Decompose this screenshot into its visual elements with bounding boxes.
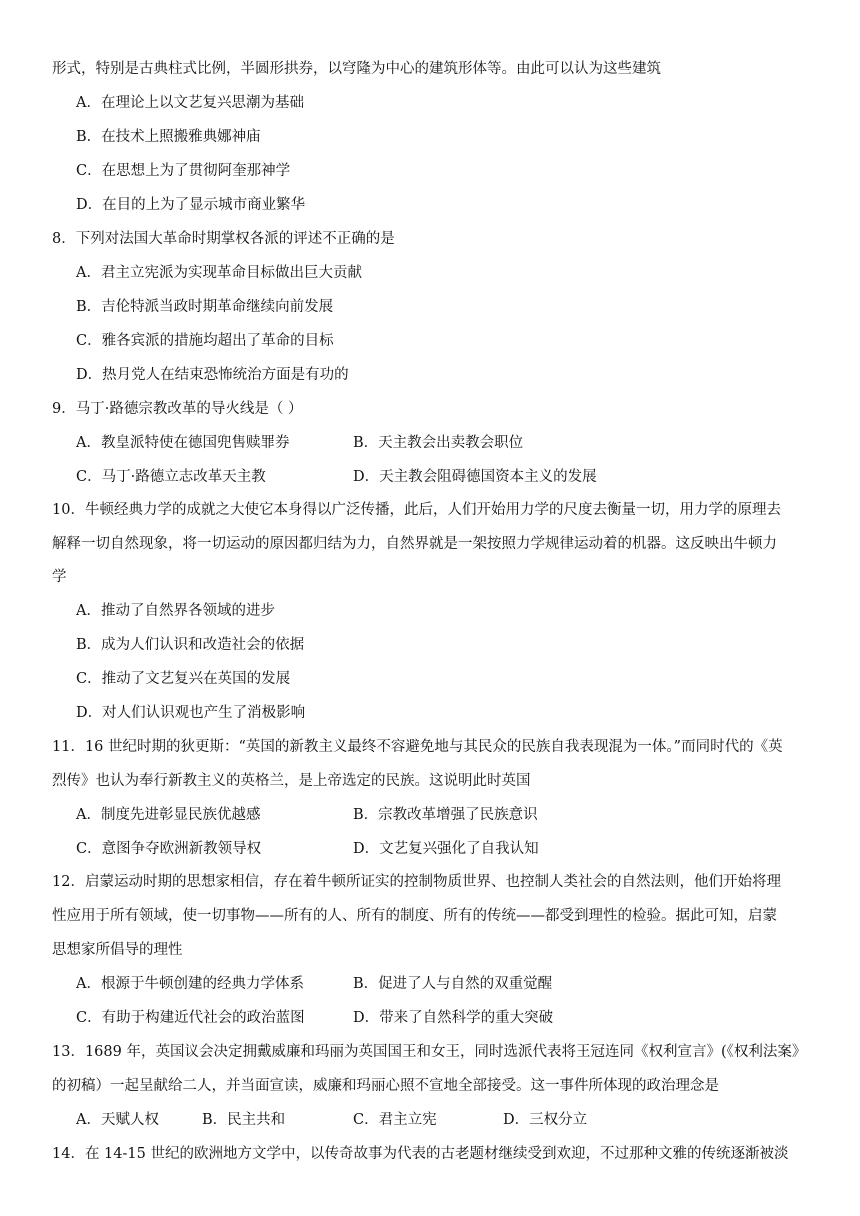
q7-option-c: C．在思想上为了贯彻阿奎那神学 bbox=[76, 163, 291, 179]
q10-stem-line2: 解释一切自然现象，将一切运动的原因都归结为力，自然界就是一架按照力学规律运动着的机器。这反映出牛顿力 bbox=[52, 536, 777, 552]
q11-option-b: B．宗教改革增强了民族意识 bbox=[353, 807, 538, 823]
q8-option-d: D．热月党人在结束恐怖统治方面是有功的 bbox=[76, 367, 349, 383]
q13-stem-line1: 13．1689 年，英国议会决定拥戴威廉和玛丽为英国国王和女王，同时选派代表将王冠连同《权利宣言》(《权利法案》 bbox=[52, 1044, 807, 1060]
q11-stem-line1: 11．16 世纪时期的狄更斯：“英国的新教主义最终不容避免地与其民众的民族自我表现混为一体。”而同时代的《英 bbox=[52, 739, 783, 755]
q13-stem-line2: 的初稿）一起呈献给二人，并当面宣读，威廉和玛丽心照不宣地全部接受。这一事件所体现的政治理念是 bbox=[52, 1078, 719, 1094]
q8-option-b: B．吉伦特派当政时期革命继续向前发展 bbox=[76, 299, 334, 315]
q12-stem-line2: 性应用于所有领域，使一切事物——所有的人、所有的制度、所有的传统——都受到理性的检验。据此可知，启蒙 bbox=[52, 908, 777, 924]
q12-option-a: A．根源于牛顿创建的经典力学体系 bbox=[76, 976, 304, 992]
q10-stem-line1: 10．牛顿经典力学的成就之大使它本身得以广泛传播，此后，人们开始用力学的尺度去衡量一切，用力学的原理去 bbox=[52, 502, 781, 518]
q9-option-a: A．教皇派特使在德国兜售赎罪券 bbox=[76, 435, 290, 451]
q12-option-b: B．促进了人与自然的双重觉醒 bbox=[353, 976, 553, 992]
q13-option-d: D．三权分立 bbox=[503, 1112, 588, 1128]
q12-stem-line3: 思想家所倡导的理性 bbox=[52, 942, 183, 958]
q10-option-d: D．对人们认识观也产生了消极影响 bbox=[76, 705, 306, 721]
q8-stem: 8．下列对法国大革命时期掌权各派的评述不正确的是 bbox=[52, 231, 395, 247]
q9-stem: 9．马丁·路德宗教改革的导火线是（ ） bbox=[52, 401, 303, 417]
q7-stem-tail: 形式，特别是古典柱式比例，半圆形拱券，以穹隆为中心的建筑形体等。由此可以认为这些建筑 bbox=[52, 61, 661, 77]
q10-option-b: B．成为人们认识和改造社会的依据 bbox=[76, 637, 305, 653]
q12-option-c: C．有助于构建近代社会的政治蓝图 bbox=[76, 1010, 305, 1026]
q10-option-c: C．推动了文艺复兴在英国的发展 bbox=[76, 671, 291, 687]
q12-stem-line1: 12．启蒙运动时期的思想家相信，存在着牛顿所证实的控制物质世界、也控制人类社会的自然法则，他们开始将理 bbox=[52, 874, 781, 890]
q11-stem-line2: 烈传》也认为奉行新教主义的英格兰，是上帝选定的民族。这说明此时英国 bbox=[52, 773, 531, 789]
q8-option-a: A．君主立宪派为实现革命目标做出巨大贡献 bbox=[76, 265, 362, 281]
q13-option-a: A．天赋人权 bbox=[76, 1112, 159, 1128]
q10-stem-line3: 学 bbox=[52, 569, 67, 585]
q11-option-d: D．文艺复兴强化了自我认知 bbox=[353, 841, 539, 857]
q13-option-c: C．君主立宪 bbox=[353, 1112, 437, 1128]
q9-option-b: B．天主教会出卖教会职位 bbox=[353, 435, 524, 451]
q8-option-c: C．雅各宾派的措施均超出了革命的目标 bbox=[76, 333, 334, 349]
q11-option-a: A．制度先进彰显民族优越感 bbox=[76, 807, 261, 823]
q9-option-c: C．马丁·路德立志改革天主教 bbox=[76, 469, 266, 485]
q9-option-d: D．天主教会阻碍德国资本主义的发展 bbox=[353, 469, 597, 485]
q13-option-b: B．民主共和 bbox=[202, 1112, 286, 1128]
q7-option-a: A．在理论上以文艺复兴思潮为基础 bbox=[76, 95, 304, 111]
q14-stem-line1: 14．在 14-15 世纪的欧洲地方文学中，以传奇故事为代表的古老题材继续受到欢迎，不过那种文雅的传统逐渐被淡 bbox=[52, 1146, 789, 1162]
q7-option-d: D．在目的上为了显示城市商业繁华 bbox=[76, 197, 306, 213]
q11-option-c: C．意图争夺欧洲新教领导权 bbox=[76, 841, 262, 857]
q12-option-d: D．带来了自然科学的重大突破 bbox=[353, 1010, 554, 1026]
q7-option-b: B．在技术上照搬雅典娜神庙 bbox=[76, 129, 261, 145]
q10-option-a: A．推动了自然界各领域的进步 bbox=[76, 603, 275, 619]
